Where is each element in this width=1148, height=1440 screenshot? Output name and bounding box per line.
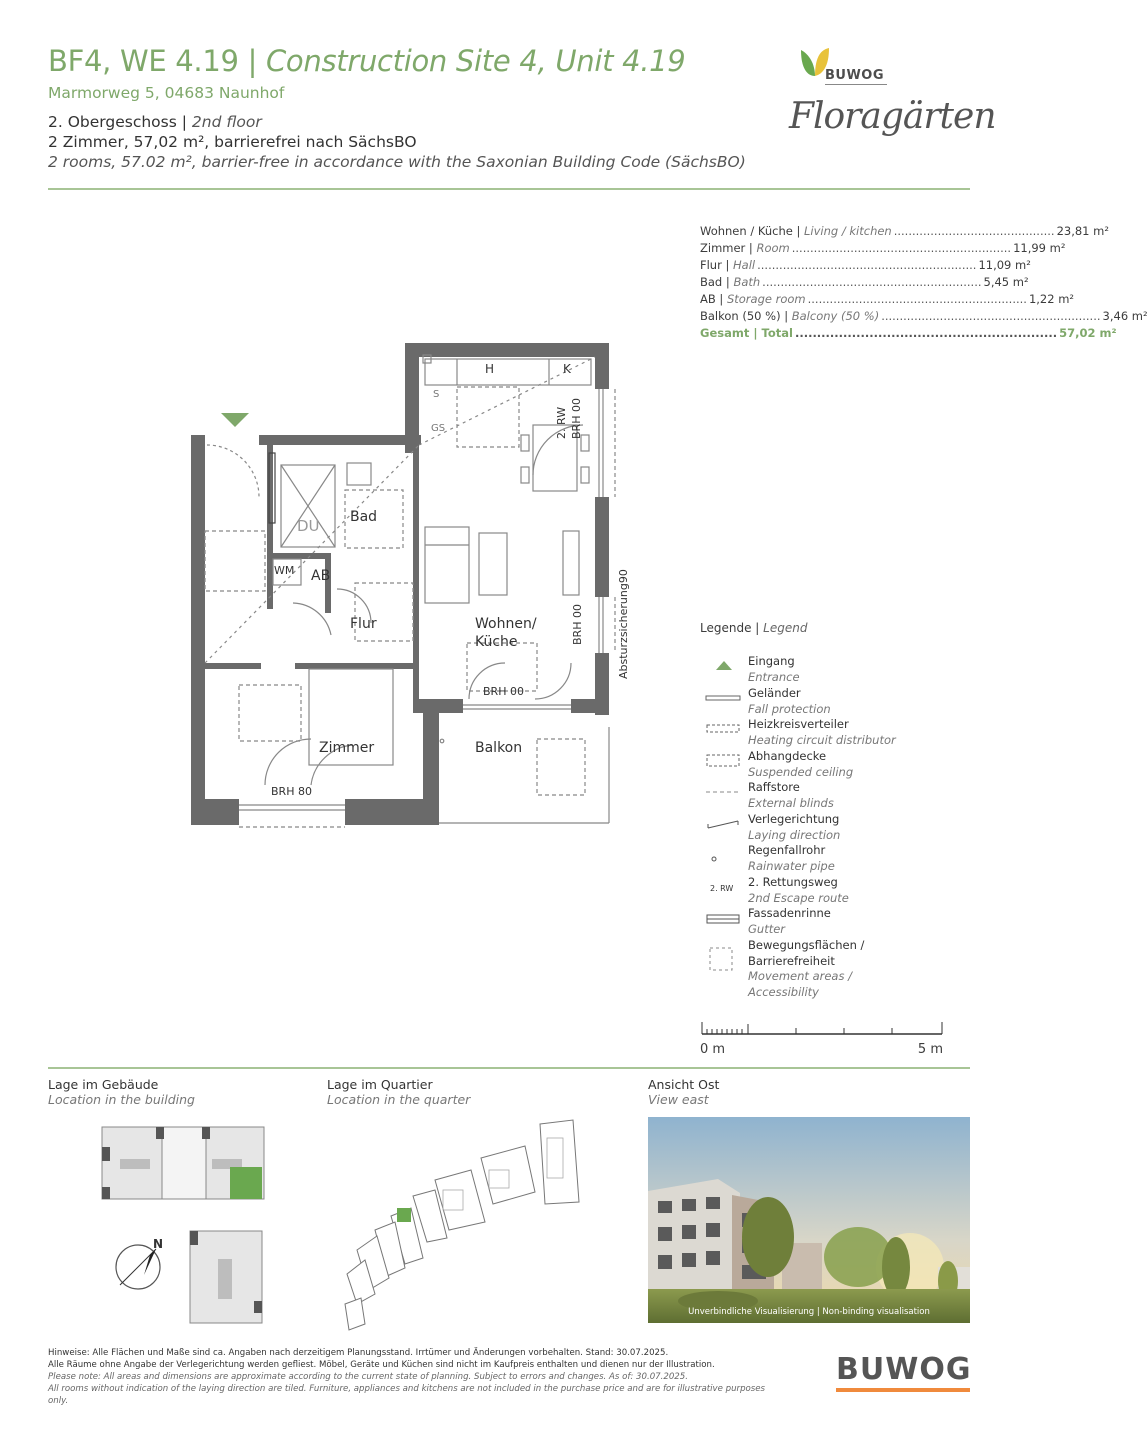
label-h: H <box>485 362 495 376</box>
legend-item: Bewegungsflächen / Barrierefreiheit Movement areas / Accessibility <box>700 938 960 986</box>
view-east-rendering <box>648 1117 970 1323</box>
label-rw: 2. RW <box>555 406 568 439</box>
legend-item: Regenfallrohr Rainwater pipe <box>700 843 960 873</box>
legend-item: Raffstore External blinds <box>700 780 960 810</box>
summary-de: 2 Zimmer, 57,02 m², barrierefrei nach SächsBO <box>48 133 417 151</box>
rendering-image <box>648 1117 970 1323</box>
gutter-icon <box>706 910 740 924</box>
legend-title: Legende | Legend <box>700 621 808 635</box>
disclaimer-notes <box>48 1347 768 1407</box>
room-bad: Bad <box>350 509 378 525</box>
legend-item: 2. RW 2. Rettungsweg 2nd Escape route <box>710 875 849 905</box>
page-title <box>48 44 685 78</box>
area-table <box>700 223 1148 342</box>
north-label: N <box>153 1237 164 1251</box>
view-east-heading: Ansicht Ost View east <box>648 1077 720 1107</box>
area-row: Wohnen / Küche | Living / kitchen ............................................ 23,81 m² <box>700 224 1109 238</box>
label-brh00-window1: BRH 00 <box>570 398 583 439</box>
label-brh80: BRH 80 <box>271 785 312 798</box>
label-absturz: Absturzsicherung90 <box>617 569 630 679</box>
room-wm: WM <box>274 564 295 577</box>
note-en-1: Please note: All areas and dimensions are approximate according to the current state of planning. Subject to errors and changes. As of: 30.07.2025. <box>48 1372 688 1382</box>
movement-area-icon <box>706 946 740 974</box>
floragaerten-logo <box>789 44 996 154</box>
summary-en: 2 rooms, 57.02 m², barrier-free in accordance with the Saxonian Building Code (SächsBO) <box>48 153 746 171</box>
laying-direction-icon <box>706 816 740 830</box>
legend-item: Heizkreisverteiler Heating circuit distributor <box>700 717 960 747</box>
legend-item: Eingang Entrance <box>700 654 960 684</box>
walls <box>191 343 609 825</box>
note-en-2: All rooms without indication of the laying direction are tiled. Furniture, appliances and kitchens are not included in the purchase price and are for illustrative purposes only. <box>48 1384 766 1406</box>
scale-start: 0 m <box>700 1042 726 1057</box>
note-de-2: Alle Räume ohne Angabe der Verlegerichtung werden gefliest. Möbel, Geräte und Küchen sind nicht im Kaufpreis enthalten und dienen nur der Illustration. <box>48 1360 715 1370</box>
room-labels <box>271 362 630 798</box>
escape-route-icon: 2. RW <box>710 884 734 893</box>
label-s: S <box>433 389 440 400</box>
area-row: Flur | Hall ............................................................ 11,09 m² <box>700 258 1031 272</box>
label-brh00-window2: BRH 00 <box>571 604 584 645</box>
heating-distributor-icon <box>706 721 740 735</box>
header-divider <box>48 188 970 190</box>
legend-item: Abhangdecke Suspended ceiling <box>700 749 960 779</box>
title-de: BF4, WE 4.19 | <box>48 44 258 78</box>
footer-brand-underline <box>836 1388 970 1392</box>
label-gs: GS <box>431 423 446 434</box>
blinds-icon <box>706 784 740 798</box>
footer-brand-logo: BUWOG <box>836 1352 972 1387</box>
legend-item: Geländer Fall protection <box>700 686 960 716</box>
label-k: K <box>563 362 571 376</box>
room-balkon: Balkon <box>475 740 523 756</box>
logo-script: Floragärten <box>789 96 996 137</box>
label-brh00-balkon: BRH 00 <box>483 685 524 698</box>
room-du: DU <box>297 517 320 535</box>
floor-plan <box>185 335 630 835</box>
location-quarter-heading: Lage im Quartier Location in the quarter <box>327 1077 471 1107</box>
floor-de: 2. Obergeschoss | <box>48 113 187 131</box>
title-en: Construction Site 4, Unit 4.19 <box>265 44 686 78</box>
scale-ruler <box>700 1018 945 1040</box>
logo-brand: BUWOG <box>825 68 885 83</box>
floor-en: 2nd floor <box>191 113 262 131</box>
area-row: Balkon (50 %) | Balcony (50 %) ............................................................ 3,46 m² <box>700 309 1148 323</box>
scale-end: 5 m <box>917 1042 943 1057</box>
address: Marmorweg 5, 04683 Naunhof <box>48 84 285 102</box>
room-zimmer: Zimmer <box>319 740 375 756</box>
rainwater-pipe-icon <box>706 847 740 861</box>
legend-item: Fassadenrinne Gutter <box>700 906 960 936</box>
area-row: Bad | Bath ............................................................ 5,45 m² <box>700 275 1029 289</box>
room-flur: Flur <box>350 616 377 632</box>
bottom-divider <box>48 1067 970 1069</box>
suspended-ceiling-icon <box>706 753 740 767</box>
north-arrow-icon <box>108 1235 170 1297</box>
railing-icon <box>706 690 740 704</box>
legend-item: Verlegerichtung Laying direction <box>700 812 960 842</box>
floor-info <box>48 113 262 131</box>
room-kueche: Küche <box>475 634 518 650</box>
note-de-1: Hinweise: Alle Flächen und Maße sind ca. Angaben nach derzeitigem Planungsstand. Irrtümer und Änderungen vorbehalten. Stand: 30.07.2025. <box>48 1348 669 1358</box>
entrance-icon <box>706 658 740 672</box>
area-row: AB | Storage room ............................................................ 1,22 m² <box>700 292 1075 306</box>
area-total-row: Gesamt | Total ............................................................ 57,02 m² <box>700 326 1117 340</box>
location-building-heading: Lage im Gebäude Location in the building <box>48 1077 195 1107</box>
room-wohnen: Wohnen/ <box>475 616 537 632</box>
room-ab: AB <box>311 568 331 584</box>
area-row: Zimmer | Room ............................................................ 11,99 m² <box>700 241 1066 255</box>
entrance-marker-icon <box>221 413 249 427</box>
scale-bar <box>700 1018 945 1058</box>
logo-underline <box>825 84 887 85</box>
quarter-map <box>335 1118 595 1338</box>
render-caption: Unverbindliche Visualisierung | Non-binding visualisation <box>688 1307 930 1317</box>
